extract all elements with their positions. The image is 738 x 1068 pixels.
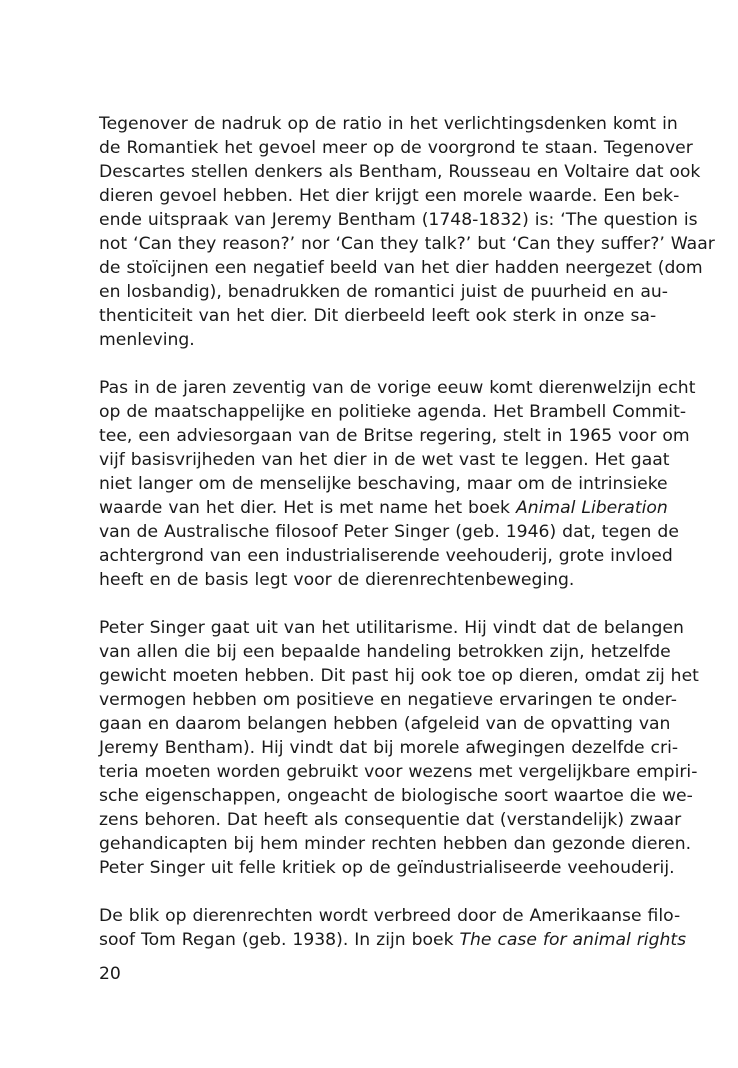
text-line: de Romantiek het gevoel meer op de voorgrond te staan. Tegenover (99, 138, 693, 158)
text-line: menleving. (99, 330, 195, 350)
paragraph-romanticism (99, 112, 715, 352)
text-line: thenticiteit van het dier. Dit dierbeeld leeft ook sterk in onze sa- (99, 306, 657, 326)
text-line: vijf basisvrijheden van het dier in de wet vast te leggen. Het gaat (99, 450, 670, 470)
text-line: Peter Singer gaat uit van het utilitarisme. Hij vindt dat de belangen (99, 618, 684, 638)
text-line: gewicht moeten hebben. Dit past hij ook toe op dieren, omdat zij het (99, 666, 699, 686)
text-line: zens behoren. Dat heeft als consequentie dat (verstandelijk) zwaar (99, 810, 682, 830)
text-line: sche eigenschappen, ongeacht de biologische soort waartoe die we- (99, 786, 693, 806)
page-number: 20 (99, 964, 121, 984)
text-line: Jeremy Bentham). Hij vindt dat bij morele afwegingen dezelfde cri- (99, 738, 679, 758)
paragraph-peter-singer (99, 616, 699, 880)
book-title: Animal Liberation (515, 498, 668, 518)
text-line: Pas in de jaren zeventig van de vorige eeuw komt dierenwelzijn echt (99, 378, 696, 398)
text-line: heeft en de basis legt voor de dierenrechtenbeweging. (99, 570, 575, 590)
text-line: vermogen hebben om positieve en negatieve ervaringen te onder- (99, 690, 677, 710)
text-line: teria moeten worden gebruikt voor wezens met vergelijkbare empiri- (99, 762, 698, 782)
text-line: Tegenover de nadruk op de ratio in het verlichtingsdenken komt in (99, 114, 678, 134)
text-line: gaan en daarom belangen hebben (afgeleid van de opvatting van (99, 714, 671, 734)
text-line (99, 496, 668, 520)
paragraph-tom-regan (99, 904, 687, 952)
text-line (99, 928, 687, 952)
text-line: de stoïcijnen een negatief beeld van het dier hadden neergezet (dom (99, 258, 703, 278)
text-line: op de maatschappelijke en politieke agenda. Het Brambell Commit- (99, 402, 687, 422)
text-line: Peter Singer uit felle kritiek op de geïndustrialiseerde veehouderij. (99, 858, 675, 878)
text-run: soof Tom Regan (geb. 1938). In zijn boek (99, 930, 460, 950)
text-line: niet langer om de menselijke beschaving, maar om de intrinsieke (99, 474, 668, 494)
text-line: Descartes stellen denkers als Bentham, Rousseau en Voltaire dat ook (99, 162, 701, 182)
body-text (99, 112, 715, 976)
text-line: tee, een adviesorgaan van de Britse regering, stelt in 1965 voor om (99, 426, 690, 446)
text-line: De blik op dierenrechten wordt verbreed door de Amerikaanse filo- (99, 906, 681, 926)
text-line: van de Australische filosoof Peter Singer (geb. 1946) dat, tegen de (99, 522, 679, 542)
text-line: ende uitspraak van Jeremy Bentham (1748-1832) is: ‘The question is (99, 210, 698, 230)
text-run: waarde van het dier. Het is met name het boek (99, 498, 516, 518)
paragraph-animal-welfare (99, 376, 696, 592)
text-line: van allen die bij een bepaalde handeling betrokken zijn, hetzelfde (99, 642, 671, 662)
book-title: The case for animal rights (459, 930, 687, 950)
text-line: achtergrond van een industrialiserende veehouderij, grote invloed (99, 546, 673, 566)
text-line: not ‘Can they reason?’ nor ‘Can they talk?’ but ‘Can they suffer?’ Waar (99, 234, 715, 254)
text-line: dieren gevoel hebben. Het dier krijgt een morele waarde. Een bek- (99, 186, 680, 206)
text-line: gehandicapten bij hem minder rechten hebben dan gezonde dieren. (99, 834, 692, 854)
text-line: en losbandig), benadrukken de romantici juist de puurheid en au- (99, 282, 668, 302)
